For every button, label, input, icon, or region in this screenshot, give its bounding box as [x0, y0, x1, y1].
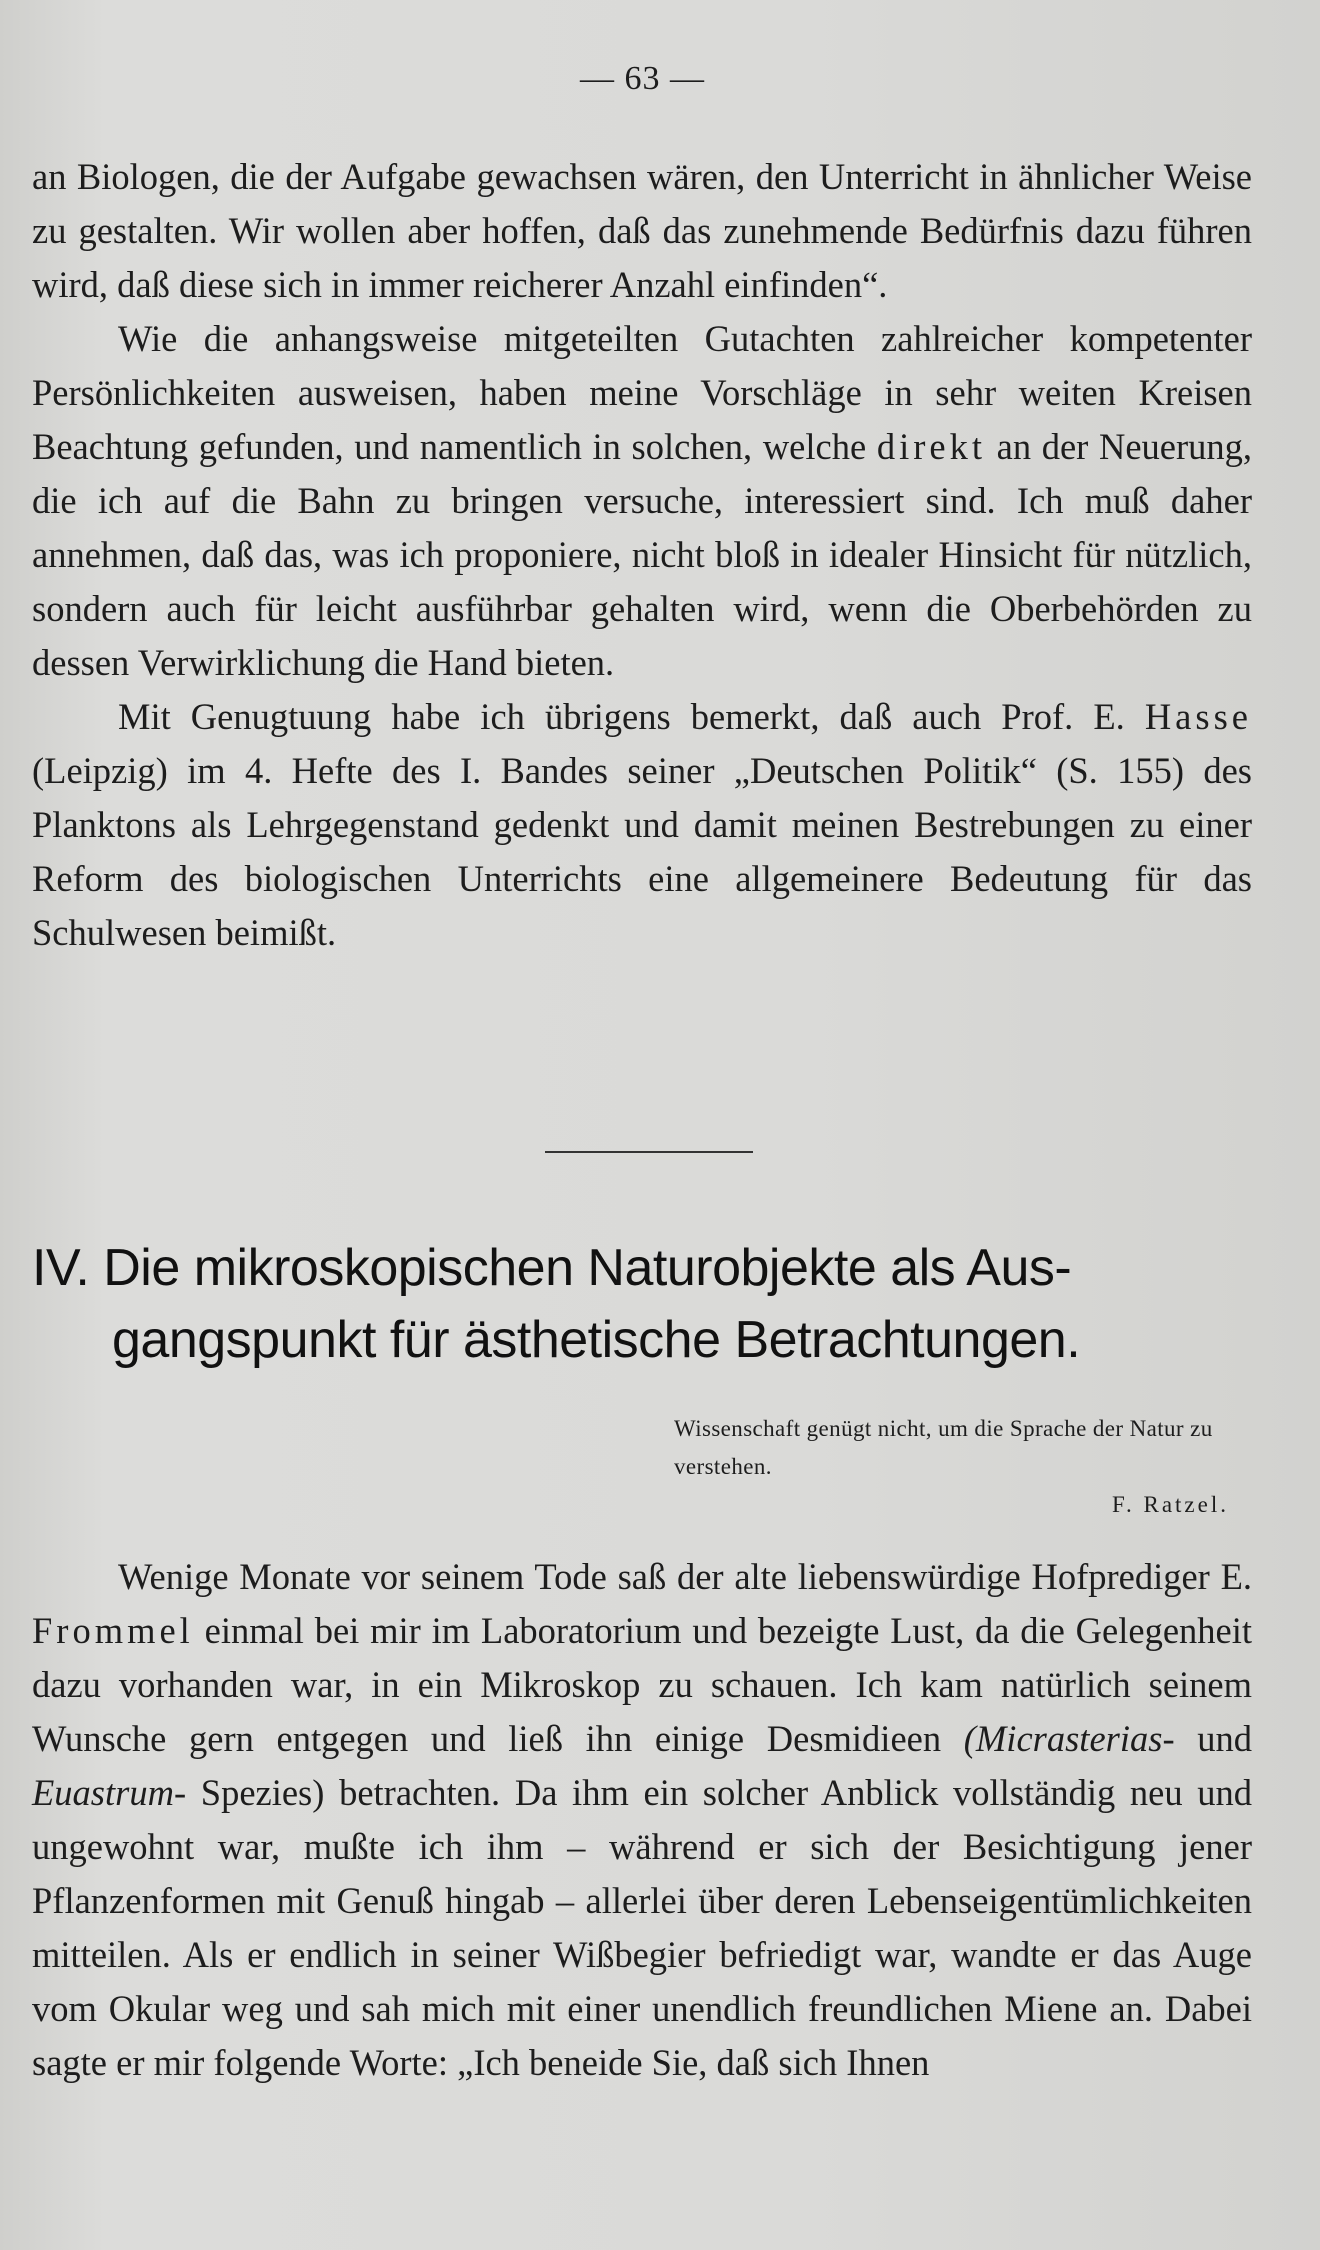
- species-name: (Micrasterias-: [963, 1718, 1175, 1759]
- paragraph-text: an Biologen, die der Aufgabe gewachsen wären, den Unterricht in ähnlicher Weise zu gestalten. Wir wollen aber hoffen, daß das zunehmende Bedürfnis dazu führen wird, daß diese sich in immer reicherer Anzahl einfinden“.: [32, 156, 1252, 305]
- paragraph-continuation: [32, 150, 1252, 312]
- chapter-heading-line: IV. Die mikroskopischen Naturobjekte als Aus-: [32, 1239, 1072, 1297]
- section-text-upper: [32, 150, 1252, 960]
- paragraph-text: Spezies) betrachten. Da ihm ein solcher Anblick vollständig neu und ungewohnt war, mußte ich ihm – während er sich der Besichtigung jener Pflanzenformen mit Genuß hingab – allerlei über deren Lebenseigentümlichkeiten mitteilen. Als er endlich in seiner Wißbegier befriedigt war, wandte er das Auge vom Okular weg und sah mich mit einer unendlich freundlichen Miene an. Dabei sagte er mir folgende Worte: „Ich beneide Sie, daß sich Ihnen: [32, 1772, 1253, 2083]
- chapter-heading-line: gangspunkt für ästhetische Betrachtungen.: [112, 1311, 1081, 1369]
- paragraph-hasse: [32, 690, 1252, 960]
- epigraph-quote: Wissenschaft genügt nicht, um die Sprache der Natur zu verstehen.: [674, 1416, 1213, 1479]
- paragraph-gutachten: [32, 312, 1252, 690]
- section-text-lower: [32, 1550, 1252, 2090]
- paragraph-text: Wenige Monate vor seinem Tode saß der alte liebenswürdige Hofprediger E.: [118, 1556, 1252, 1597]
- paragraph-frommel: [32, 1550, 1252, 2090]
- paragraph-text: einmal bei mir im Laboratorium und bezeigte Lust, da die Gelegenheit dazu vorhanden war, in ein Mikroskop zu schauen. Ich kam natürlich seinem Wunsche gern entgegen und ließ ihn einige Desmidieen: [32, 1610, 1253, 1759]
- paragraph-text: an der Neuerung, die ich auf die Bahn zu bringen versuche, interessiert sind. Ich muß daher annehmen, daß das, was ich proponiere, nicht bloß in idealer Hinsicht für nützlich, sondern auch für leicht ausführbar gehalten wird, wenn die Oberbehörden zu dessen Verwirklichung die Hand bieten.: [32, 426, 1253, 683]
- paragraph-text: (Leipzig) im 4. Hefte des I. Bandes seiner „Deutschen Politik“ (S. 155) des Planktons als Lehrgegenstand gedenkt und damit meinen Bestrebungen zu einer Reform des biologischen Unterrichts eine allgemeinere Bedeutung für das Schulwesen beimißt.: [32, 750, 1252, 953]
- emphasis-spaced: direkt: [876, 426, 986, 467]
- paragraph-text: Mit Genugtuung habe ich übrigens bemerkt, daß auch Prof. E.: [118, 696, 1125, 737]
- species-name: Euastrum-: [32, 1772, 187, 1813]
- section-divider: [545, 1151, 753, 1153]
- emphasis-spaced: Hasse: [1144, 696, 1252, 737]
- epigraph-author: F. Ratzel.: [1112, 1492, 1229, 1517]
- paragraph-text: Wie die anhangsweise mitgeteilten Gutachten zahlreicher kompetenter Persönlichkeiten ausweisen, haben meine Vorschläge in sehr weiten Kreisen Beachtung gefunden, und namentlich in solchen, welche: [32, 318, 1252, 467]
- epigraph: [674, 1410, 1229, 1524]
- emphasis-spaced: Frommel: [32, 1610, 194, 1651]
- page-number: — 63 —: [580, 60, 705, 97]
- chapter-heading: [32, 1232, 1252, 1376]
- paragraph-text: und: [1197, 1718, 1253, 1759]
